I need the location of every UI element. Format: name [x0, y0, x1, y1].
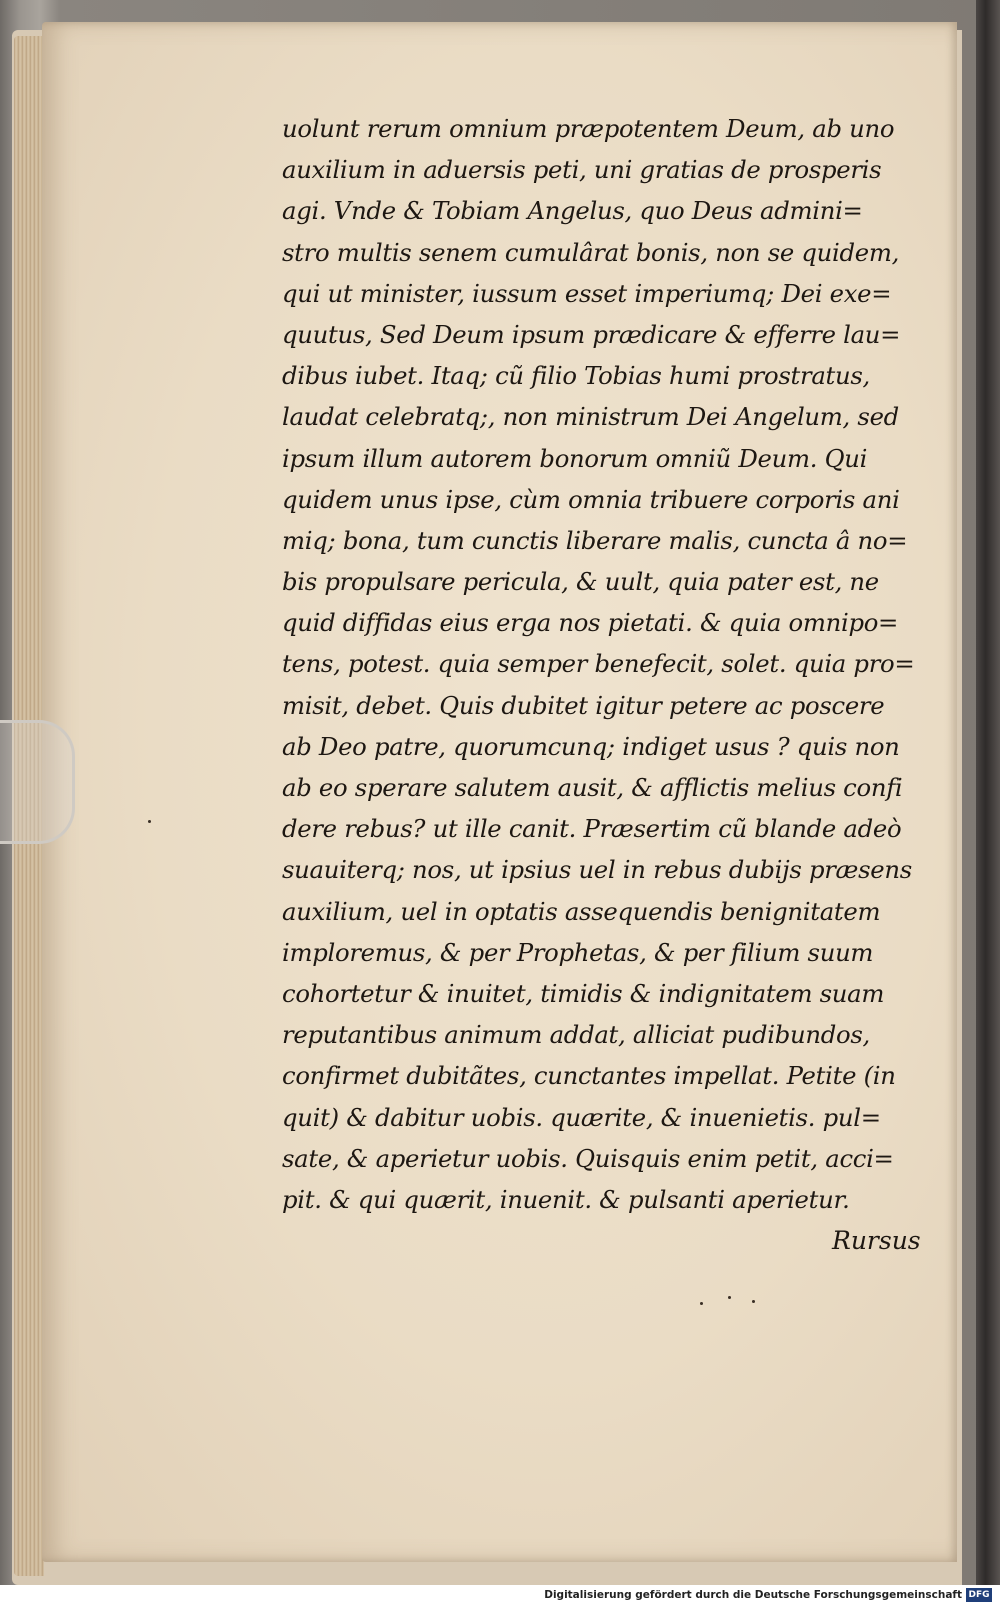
text-line: quit) & dabitur uobis. quærite, & inuenietis. pul= [282, 1102, 881, 1132]
text-line: auxilium in aduersis peti, uni gratias de prosperis [282, 155, 882, 185]
text-line: stro multis senem cumulârat bonis, non se quidem, [282, 237, 900, 267]
text-line: auxilium, uel in optatis assequendis benignitatem [282, 896, 881, 926]
ink-speck [148, 820, 151, 823]
text-line: pit. & qui quærit, inuenit. & pulsanti aperietur. [282, 1184, 850, 1214]
digitization-footer [0, 1585, 1000, 1606]
text-line: laudat celebratq;, non ministrum Dei Angelum, sed [282, 402, 899, 432]
text-line: uolunt rerum omnium præpotentem Deum, ab uno [282, 114, 895, 143]
text-line: confirmet dubitãtes, cunctantes impellat. Petite (in [282, 1061, 896, 1091]
text-line: quutus, Sed Deum ipsum prædicare & efferre lau= [282, 319, 901, 349]
text-line: dibus iubet. Itaq; cũ filio Tobias humi prostratus, [282, 361, 870, 391]
text-line: bis propulsare pericula, & uult, quia pater est, ne [282, 567, 879, 597]
catchword: Rursus [832, 1226, 921, 1255]
page-clip [0, 720, 75, 844]
text-line: reputantibus animum addat, alliciat pudibundos, [282, 1020, 870, 1050]
text-line: cohortetur & inuitet, timidis & indignitatem suam [282, 978, 885, 1008]
ink-speck [752, 1300, 755, 1303]
ink-speck [700, 1302, 703, 1305]
footer-credit: Digitalisierung gefördert durch die Deutsche Forschungsgemeinschaft [544, 1589, 962, 1601]
ink-speck [728, 1296, 731, 1299]
text-line: ipsum illum autorem bonorum omniũ Deum. Qui [282, 443, 868, 473]
dfg-logo: DFG [966, 1588, 992, 1602]
text-line: ab eo sperare salutem ausit, & afflictis melius confi [282, 773, 903, 802]
page-text [282, 108, 942, 1220]
text-line: imploremus, & per Prophetas, & per filium suum [282, 937, 874, 967]
text-line: quid diffidas eius erga nos pietati. & quia omnipo= [282, 608, 899, 638]
text-line: quidem unus ipse, cùm omnia tribuere corporis ani [282, 484, 900, 514]
book-spine [976, 0, 1000, 1585]
text-line: miq; bona, tum cunctis liberare malis, cuncta â no= [282, 525, 908, 555]
text-line: agi. Vnde & Tobiam Angelus, quo Deus admini= [282, 196, 863, 226]
text-line: misit, debet. Quis dubitet igitur petere ac poscere [282, 690, 885, 720]
text-line: suauiterq; nos, ut ipsius uel in rebus dubijs præsens [282, 855, 912, 885]
text-line: qui ut minister, iussum esset imperiumq; Dei exe= [282, 278, 892, 308]
text-line: ab Deo patre, quorumcunq; indiget usus ? quis non [282, 731, 900, 761]
text-line: tens, potest. quia semper benefecit, solet. quia pro= [282, 649, 915, 679]
text-line: sate, & aperietur uobis. Quisquis enim petit, acci= [282, 1143, 894, 1173]
text-line: dere rebus? ut ille canit. Præsertim cũ blande adeò [282, 814, 902, 844]
